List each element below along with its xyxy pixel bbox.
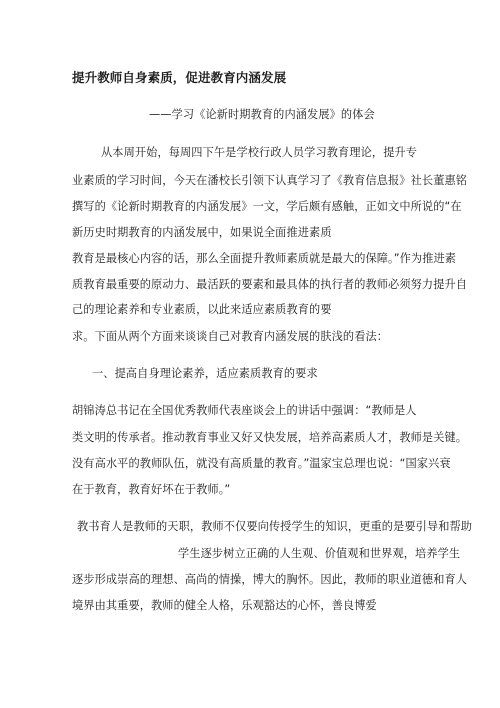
paragraph-line-1: 从本周开始，每周四下午是学校行政人员学习教育理论，提升专: [101, 146, 418, 159]
paragraph-line-8: 求。下面从两个方面来谈谈自己对教育内涵发展的肤浅的看法：: [72, 330, 389, 343]
paragraph-line-6: 质教育最重要的原动力、最活跃的要素和最具体的执行者的教师必须努力提升自: [72, 278, 468, 291]
paragraph-line-7: 己的理论素养和专业素质，以此来适应素质教育的要: [72, 303, 332, 316]
document-subtitle: ——学习《论新时期教育的内涵发展》的体会: [149, 108, 375, 121]
paragraph-line-4: 新历史时期教育的内涵发展中，如果说全面推进素质: [72, 226, 332, 239]
paragraph-line-12: 在于教育，教育好坏在于教师。”: [72, 483, 231, 496]
section-heading-1: 一、提高自身理论素养，适应素质教育的要求: [92, 367, 318, 380]
paragraph-line-9: 胡锦涛总书记在全国优秀教师代表座谈会上的讲话中强调：“教师是人: [72, 404, 417, 417]
paragraph-line-16: 境界由其重要，教师的健全人格，乐观豁达的心怀，善良博爱: [72, 599, 377, 612]
paragraph-line-13: 教书育人是教师的天职，教师不仅要向传授学生的知识，更重的是要引导和帮助: [77, 520, 473, 533]
paragraph-line-2: 业素质的学习时间，今天在潘校长引领下认真学习了《教育信息报》社长董惠铭: [72, 174, 468, 187]
paragraph-line-10: 类文明的传承者。推动教育事业又好又快发展，培养高素质人才，教师是关键。: [72, 431, 468, 444]
paragraph-line-14: 学生逐步树立正确的人生观、价值观和世界观，培养学生: [178, 547, 461, 560]
paragraph-line-3: 撰写的《论新时期教育的内涵发展》一文，学后颇有感触，正如文中所说的“在: [72, 200, 462, 213]
document-title: 提升教师自身素质，促进教育内涵发展: [72, 70, 287, 85]
paragraph-line-15: 逐步形成崇高的理想、高尚的情操，博大的胸怀。因此，教师的职业道德和育人: [72, 573, 468, 586]
paragraph-line-11: 没有高水平的教师队伍，就没有高质量的教育。”温家宝总理也说：“国家兴衰: [72, 457, 451, 470]
paragraph-line-5: 教育是最核心内容的话，那么全面提升教师素质就是最大的保障。”作为推进素: [72, 252, 457, 265]
